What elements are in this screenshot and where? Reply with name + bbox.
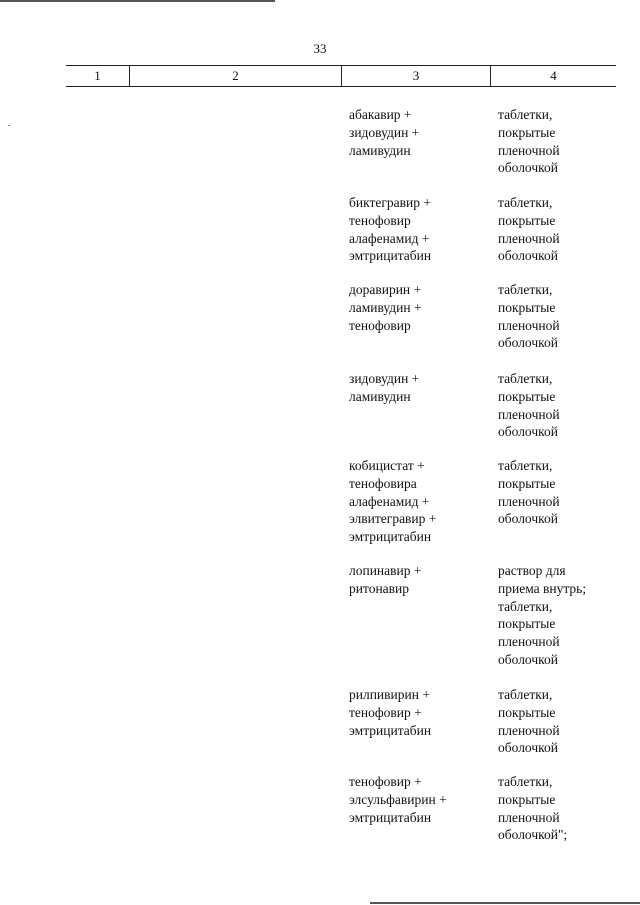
drug-name-line: зидовудин +: [349, 124, 420, 140]
drug-name-line: эмтрицитабин: [349, 809, 432, 825]
dosage-form-line: покрытые: [498, 299, 556, 315]
drug-name-line: элсульфавирин +: [349, 791, 447, 807]
column-header-2: 2: [232, 68, 239, 83]
dosage-form-cell: [498, 457, 628, 528]
dosage-form-cell: [498, 194, 628, 265]
dosage-form-line: покрытые: [498, 475, 556, 491]
dosage-form-line: оболочкой: [498, 740, 558, 756]
drug-name-cell: [349, 686, 489, 739]
drug-name-line: эмтрицитабин: [349, 248, 432, 264]
drug-name-line: кобицистат +: [349, 458, 425, 473]
drug-name-line: эмтрицитабин: [349, 722, 432, 738]
dosage-form-line: таблетки,: [498, 598, 553, 614]
dosage-form-line: пленочной: [498, 809, 560, 825]
dosage-form-line: таблетки,: [498, 195, 553, 210]
dosage-form-cell: [498, 562, 628, 669]
dosage-form-line: оболочкой: [498, 248, 558, 264]
dosage-form-cell: [498, 686, 628, 757]
drug-name-cell: [349, 773, 489, 826]
drug-name-cell: [349, 106, 489, 159]
dosage-form-line: таблетки,: [498, 371, 553, 386]
dosage-form-line: оболочкой: [498, 511, 558, 527]
dosage-form-line: покрытые: [498, 616, 556, 632]
drug-name-line: зидовудин +: [349, 371, 420, 386]
table-header: [66, 65, 616, 87]
dosage-form-line: оболочкой: [498, 160, 558, 176]
dosage-form-line: пленочной: [498, 634, 560, 650]
dosage-form-line: пленочной: [498, 406, 560, 422]
column-header-4: 4: [550, 68, 557, 83]
dosage-form-cell: [498, 106, 628, 177]
drug-name-cell: [349, 194, 489, 265]
scan-artifact-bottom: [370, 902, 640, 904]
dosage-form-line: оболочкой";: [498, 827, 568, 843]
column-header-1: 1: [94, 68, 101, 83]
page-number: 33: [313, 41, 327, 56]
drug-name-line: алафенамид +: [349, 493, 430, 509]
dosage-form-line: оболочкой: [498, 335, 558, 351]
scan-speck: [8, 125, 10, 126]
dosage-form-line: таблетки,: [498, 774, 553, 789]
drug-name-line: рилпивирин +: [349, 687, 430, 702]
drug-name-line: алафенамид +: [349, 230, 430, 246]
drug-name-line: биктегравир +: [349, 195, 431, 210]
dosage-form-line: пленочной: [498, 317, 560, 333]
dosage-form-line: таблетки,: [498, 687, 553, 702]
drug-name-line: тенофовира: [349, 475, 417, 491]
drug-name-line: тенофовир +: [349, 704, 422, 720]
dosage-form-line: пленочной: [498, 493, 560, 509]
drug-name-cell: [349, 562, 489, 598]
dosage-form-line: покрытые: [498, 388, 556, 404]
drug-name-cell: [349, 457, 489, 546]
drug-name-line: тенофовир: [349, 212, 411, 228]
drug-name-line: ламивудин: [349, 388, 411, 404]
drug-name-line: ламивудин +: [349, 299, 422, 315]
drug-name-line: элвитегравир +: [349, 511, 437, 527]
dosage-form-line: покрытые: [498, 704, 556, 720]
dosage-form-line: пленочной: [498, 722, 560, 738]
dosage-form-line: раствор для: [498, 563, 566, 578]
drug-name-line: тенофовир: [349, 317, 411, 333]
dosage-form-line: покрытые: [498, 124, 556, 140]
dosage-form-line: пленочной: [498, 230, 560, 246]
drug-name-cell: [349, 281, 489, 334]
dosage-form-cell: [498, 370, 628, 441]
dosage-form-line: покрытые: [498, 791, 556, 807]
column-header-3: 3: [412, 68, 420, 83]
dosage-form-cell: [498, 773, 628, 844]
dosage-form-line: оболочкой: [498, 424, 558, 440]
drug-name-line: эмтрицитабин: [349, 529, 432, 545]
dosage-form-line: пленочной: [498, 142, 560, 158]
drug-name-line: доравирин +: [349, 282, 422, 297]
dosage-form-line: приема внутрь;: [498, 580, 587, 596]
scan-artifact-top: [0, 0, 275, 2]
drug-name-line: ламивудин: [349, 142, 411, 158]
drug-name-cell: [349, 370, 489, 406]
drug-name-line: тенофовир +: [349, 774, 422, 789]
dosage-form-line: покрытые: [498, 212, 556, 228]
dosage-form-line: таблетки,: [498, 458, 553, 473]
dosage-form-line: таблетки,: [498, 107, 553, 122]
drug-name-line: лопинавир +: [349, 563, 422, 578]
dosage-form-line: таблетки,: [498, 282, 553, 297]
dosage-form-cell: [498, 281, 628, 352]
drug-name-line: ритонавир: [349, 580, 410, 596]
dosage-form-line: оболочкой: [498, 651, 558, 667]
drug-name-line: абакавир +: [349, 107, 412, 122]
